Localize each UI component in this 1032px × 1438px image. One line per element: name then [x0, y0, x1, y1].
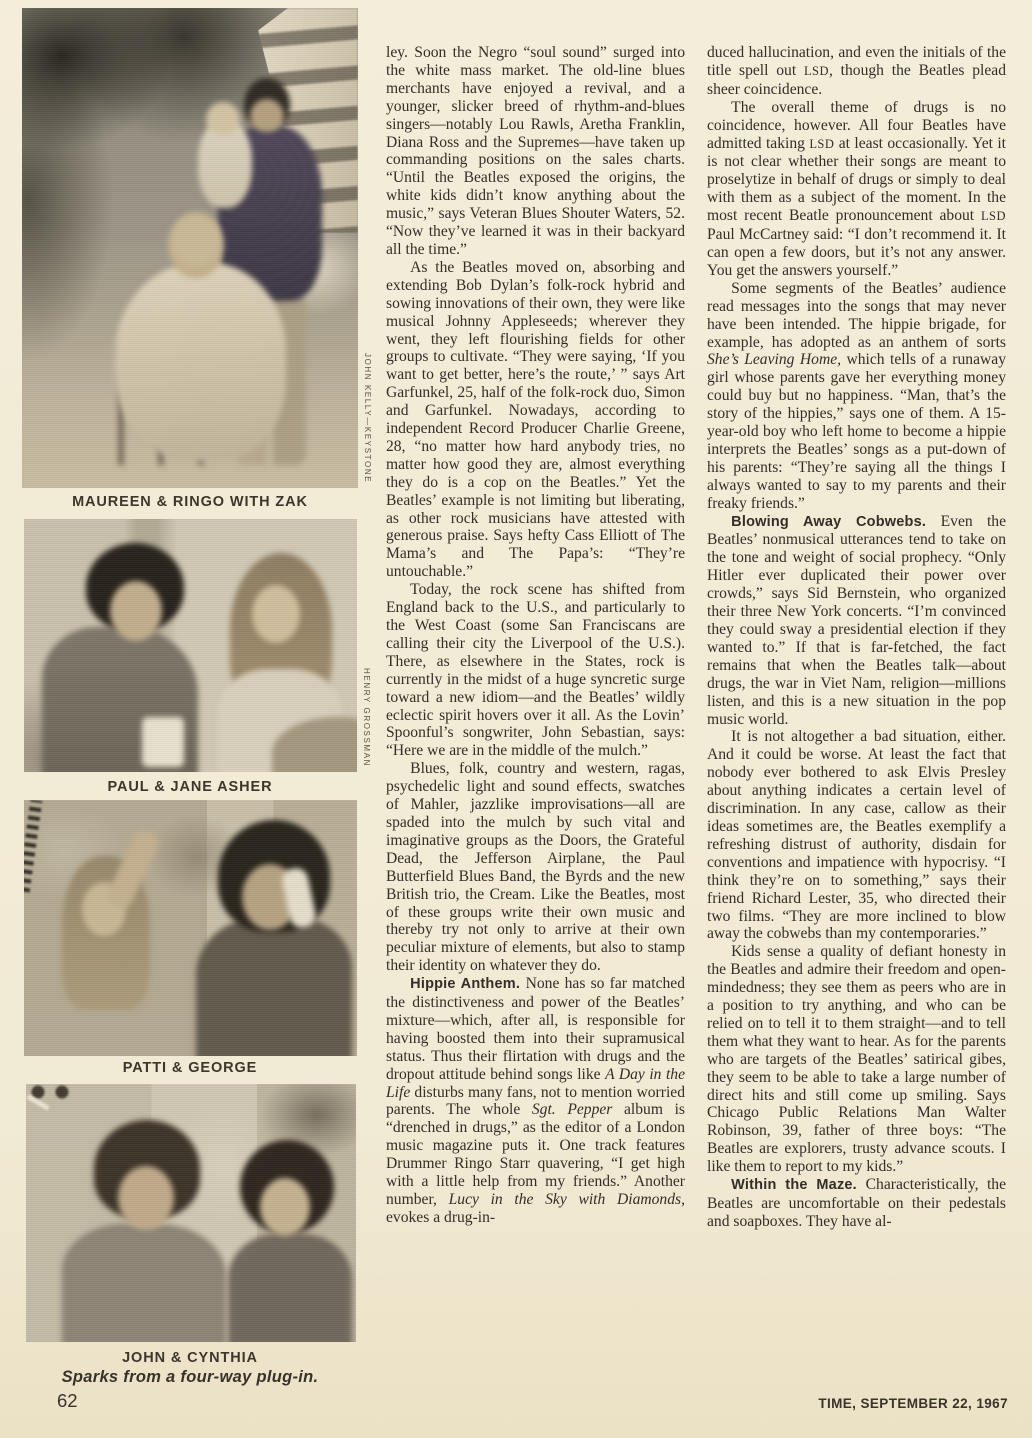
john-face — [118, 1166, 174, 1230]
paragraph — [386, 760, 685, 975]
photo-caption: PAUL & JANE ASHER — [107, 779, 273, 795]
paragraph — [707, 943, 1006, 1176]
text-segment: disturbs many fans, not to mention worried parents. The whole — [386, 1083, 685, 1119]
text-segment: Lucy in the Sky with Diamonds, — [448, 1191, 685, 1208]
text-segment: Today, the rock scene has shifted from England back to the U.S., and particularly to the West Coast (some San Franciscans are calling their city the Liverpool of the U.S.). There, as elsewhere in the States, rock is currently in the midst of a huge syncretic surge toward a new idiom—and the Beatles’ wildly eclectic spirit hovers over it all. As the Lovin’ Spoonful’s songwriter, John Sebastian, says: “Here we are in the middle of the mulch.” — [386, 581, 685, 760]
paragraph — [707, 728, 1006, 943]
text-segment: Paul McCartney said: “I don’t recommend it. It can open a few doors, but it’s not any answer. You get the answers yourself.” — [707, 226, 1006, 279]
photo-caption: MAUREEN & RINGO WITH ZAK — [72, 494, 308, 510]
text-segment: LSD — [803, 63, 829, 78]
article-column-right — [707, 44, 1006, 1390]
photo-art — [22, 8, 358, 488]
photo-caption: JOHN & CYNTHIA — [122, 1350, 258, 1366]
paragraph — [707, 513, 1006, 729]
text-segment: at least occasionally. Yet it is not clear whether their songs are meant to proselytize in behalf of drugs or simply to deal with them as a subject of the moment. In the most recent Beatle pronouncement about — [707, 134, 1006, 225]
paragraph — [386, 44, 685, 259]
paul-face — [110, 581, 162, 641]
paragraph — [386, 259, 685, 581]
text-segment: Kids sense a quality of defiant honesty in the Beatles and admire their freedom and open-mindedness; they see them as peers who are in a position to try anything, and who can be relied on to tell it to them straight—and to tell them what they want to hear. As for the parents who are targets of the Beatles’ satirical gibes, they seem to be able to take a large number of direct hits and still come up smiling. Says Chicago Public Relations Man Walter Robinson, 39, father of three boys: “The Beatles are explorers, trusty advance scouts. I like them to report to my kids.” — [707, 943, 1006, 1176]
paragraph — [707, 99, 1006, 280]
page-number: 62 — [57, 1390, 78, 1411]
photo-art — [24, 519, 357, 772]
text-segment: duced hallucination, and even the initials of the title spell out — [707, 44, 1006, 79]
run-in-heading: Hippie Anthem. — [410, 976, 526, 993]
photo-credit-vertical: HENRY GROSSMAN — [362, 667, 371, 767]
photo-maureen-ringo-zak — [22, 8, 372, 488]
text-segment: ley. Soon the Negro “soul sound” surged into the white mass market. The old-line blues merchants have enjoyed a revival, and a younger, slicker breed of rhythm-and-blues singers—notably Lou Rawls, Aretha Franklin, Diana Ross and the Supremes—have taken up commanding positions on the sales charts. “Until the Beatles exposed the origins, the white kids didn’t know anything about the music,” says Veteran Blues Shouter Waters, 52. “Now they’ve learned it was in their backyard all the time.” — [386, 44, 685, 258]
text-segment: Blues, folk, country and western, ragas, psychedelic light and sound effects, swatches of Mahler, jazzlike improvisations—all are spaded into the mulch by such vital and imaginative groups as the Doors, the Grateful Dead, the Jefferson Airplane, the Paul Butterfield Blues Band, the Byrds and the new British trio, the Cream. Like the Beatles, most of these groups write their own music and thereby try not only to arrive at their own peculiar mixture of elements, but also to stamp their identity on whatever they do. — [386, 760, 685, 975]
paragraph — [707, 1176, 1006, 1231]
photo-art — [24, 800, 357, 1056]
paragraph — [386, 581, 685, 760]
maureen-head — [168, 212, 224, 278]
magazine-footer: TIME, SEPTEMBER 22, 1967 — [818, 1396, 1008, 1411]
photo-subcaption: Sparks from a four-way plug-in. — [61, 1368, 319, 1386]
photo-paul-jane-asher — [24, 519, 371, 772]
mug-shape — [142, 717, 184, 767]
cynthia-figure — [228, 1234, 352, 1342]
cynthia-face — [260, 1178, 310, 1236]
text-segment: Even the Beatles’ nonmusical utterances tend to take on the tone and weight of social prophecy. “Only Hitler ever duplicated their power over crowds,” says Sid Bernstein, who organized their three New York concerts. “I’m convinced they could sway a presidential election if they wanted to.” If that is far-fetched, the fact remains that when the Beatles talk—about drugs, the war in Viet Nam, religion—millions listen, and this is a new situation in the pop music world. — [707, 512, 1006, 728]
text-segment: LSD — [809, 136, 835, 151]
text-segment: A Day in the Life — [386, 1065, 685, 1101]
photo-credit-vertical: JOHN KELLY—KEYSTONE — [363, 352, 372, 483]
photo-caption: PATTI & GEORGE — [122, 1060, 258, 1076]
paragraph — [386, 975, 685, 1227]
text-segment: evokes a drug-in- — [386, 1208, 496, 1226]
text-segment: which tells of a runaway girl whose parents gave her everything money could buy but no happiness. “Man, that’s the story of the hippies,” says one of them. A 15-year-old boy who left home to become a hippie interprets the Beatles’ songs as a put-down of his parents: “They’re saying all the things I always wanted to say to my parents and their freaky friends.” — [707, 351, 1006, 512]
paragraph — [707, 280, 1006, 513]
photo-art — [26, 1084, 356, 1342]
text-segment: She’s Leaving Home, — [707, 351, 842, 369]
john-figure — [62, 1224, 226, 1342]
article-column-left — [386, 44, 685, 1390]
ringo-head — [244, 78, 290, 132]
george-figure — [196, 918, 352, 1056]
text-segment: As the Beatles moved on, absorbing and extending Bob Dylan’s folk-rock hybrid and sowing innovations of their own, they were like musical Johnny Appleseeds; wherever they went, they left flourishing fields for other groups to cultivate. “They were saying, ‘If you want to get better, here’s the route,’ ” says Art Garfunkel, 25, half of the folk-rock duo, Simon and Garfunkel. Nowadays, according to independent Record Producer Charlie Greene, 28, “no matter how hard anybody tries, no matter how good they are, almost everything they do is a cop on the Beatles.” Yet the Beatles’ example is not limiting but liberating, as other rock musicians have attested with generous praise. Says hefty Cass Elliott of The Mama’s and The Papa’s: “They’re untouchable.” — [386, 258, 685, 581]
photo-patti-george — [24, 800, 357, 1056]
zak-head — [206, 102, 240, 136]
paragraph — [707, 44, 1006, 99]
text-segment: Some segments of the Beatles’ audience read messages into the songs that may never have been intended. The hippie brigade, for example, has adopted as an anthem of sorts — [707, 279, 1006, 351]
text-segment: The overall theme of drugs is no coincidence, however. All four Beatles have admitted taking — [707, 98, 1006, 152]
run-in-heading: Within the Maze. — [731, 1177, 866, 1194]
text-segment: Characteristically, the Beatles are uncomfortable on their pedestals and soapboxes. They have al- — [707, 1176, 1006, 1230]
text-segment: It is not altogether a bad situation, either. And it could be worse. At least the fact that nobody ever bothered to ask Elvis Presley about anything indicates a certain level of discrimination. In any case, callow as their ideas sometimes are, the Beatles exemplify a refreshing distrust of authority, disdain for conventions and impatience with hypocrisy. “I think they’re on to something,” says their friend Richard Lester, 35, who directed their two films. “They are more inclined to blow away the cobwebs than my contemporaries.” — [707, 728, 1006, 943]
text-segment: None has so far matched the distinctiveness and power of the Beatles’ mixture—which, after all, is responsible for having boosted them into their supramusical status. Thus their flirtation with drugs and the dropout attitude behind songs like — [386, 975, 685, 1083]
text-segment: album is “drenched in drugs,” as the editor of a London music magazine puts it. One track features Drummer Ringo Starr quavering, “I get high with a little help from my friends.” Another number, — [386, 1101, 685, 1208]
photo-john-cynthia — [26, 1084, 356, 1342]
maureen-figure — [114, 263, 286, 461]
telephone-cord-shape — [24, 800, 42, 892]
text-segment: , though the Beatles plead sheer coincidence. — [707, 61, 1006, 98]
run-in-heading: Blowing Away Cobwebs. — [731, 513, 941, 530]
text-segment: Sgt. Pepper — [531, 1101, 613, 1119]
text-segment: LSD — [980, 209, 1006, 224]
jane-face — [252, 585, 300, 643]
